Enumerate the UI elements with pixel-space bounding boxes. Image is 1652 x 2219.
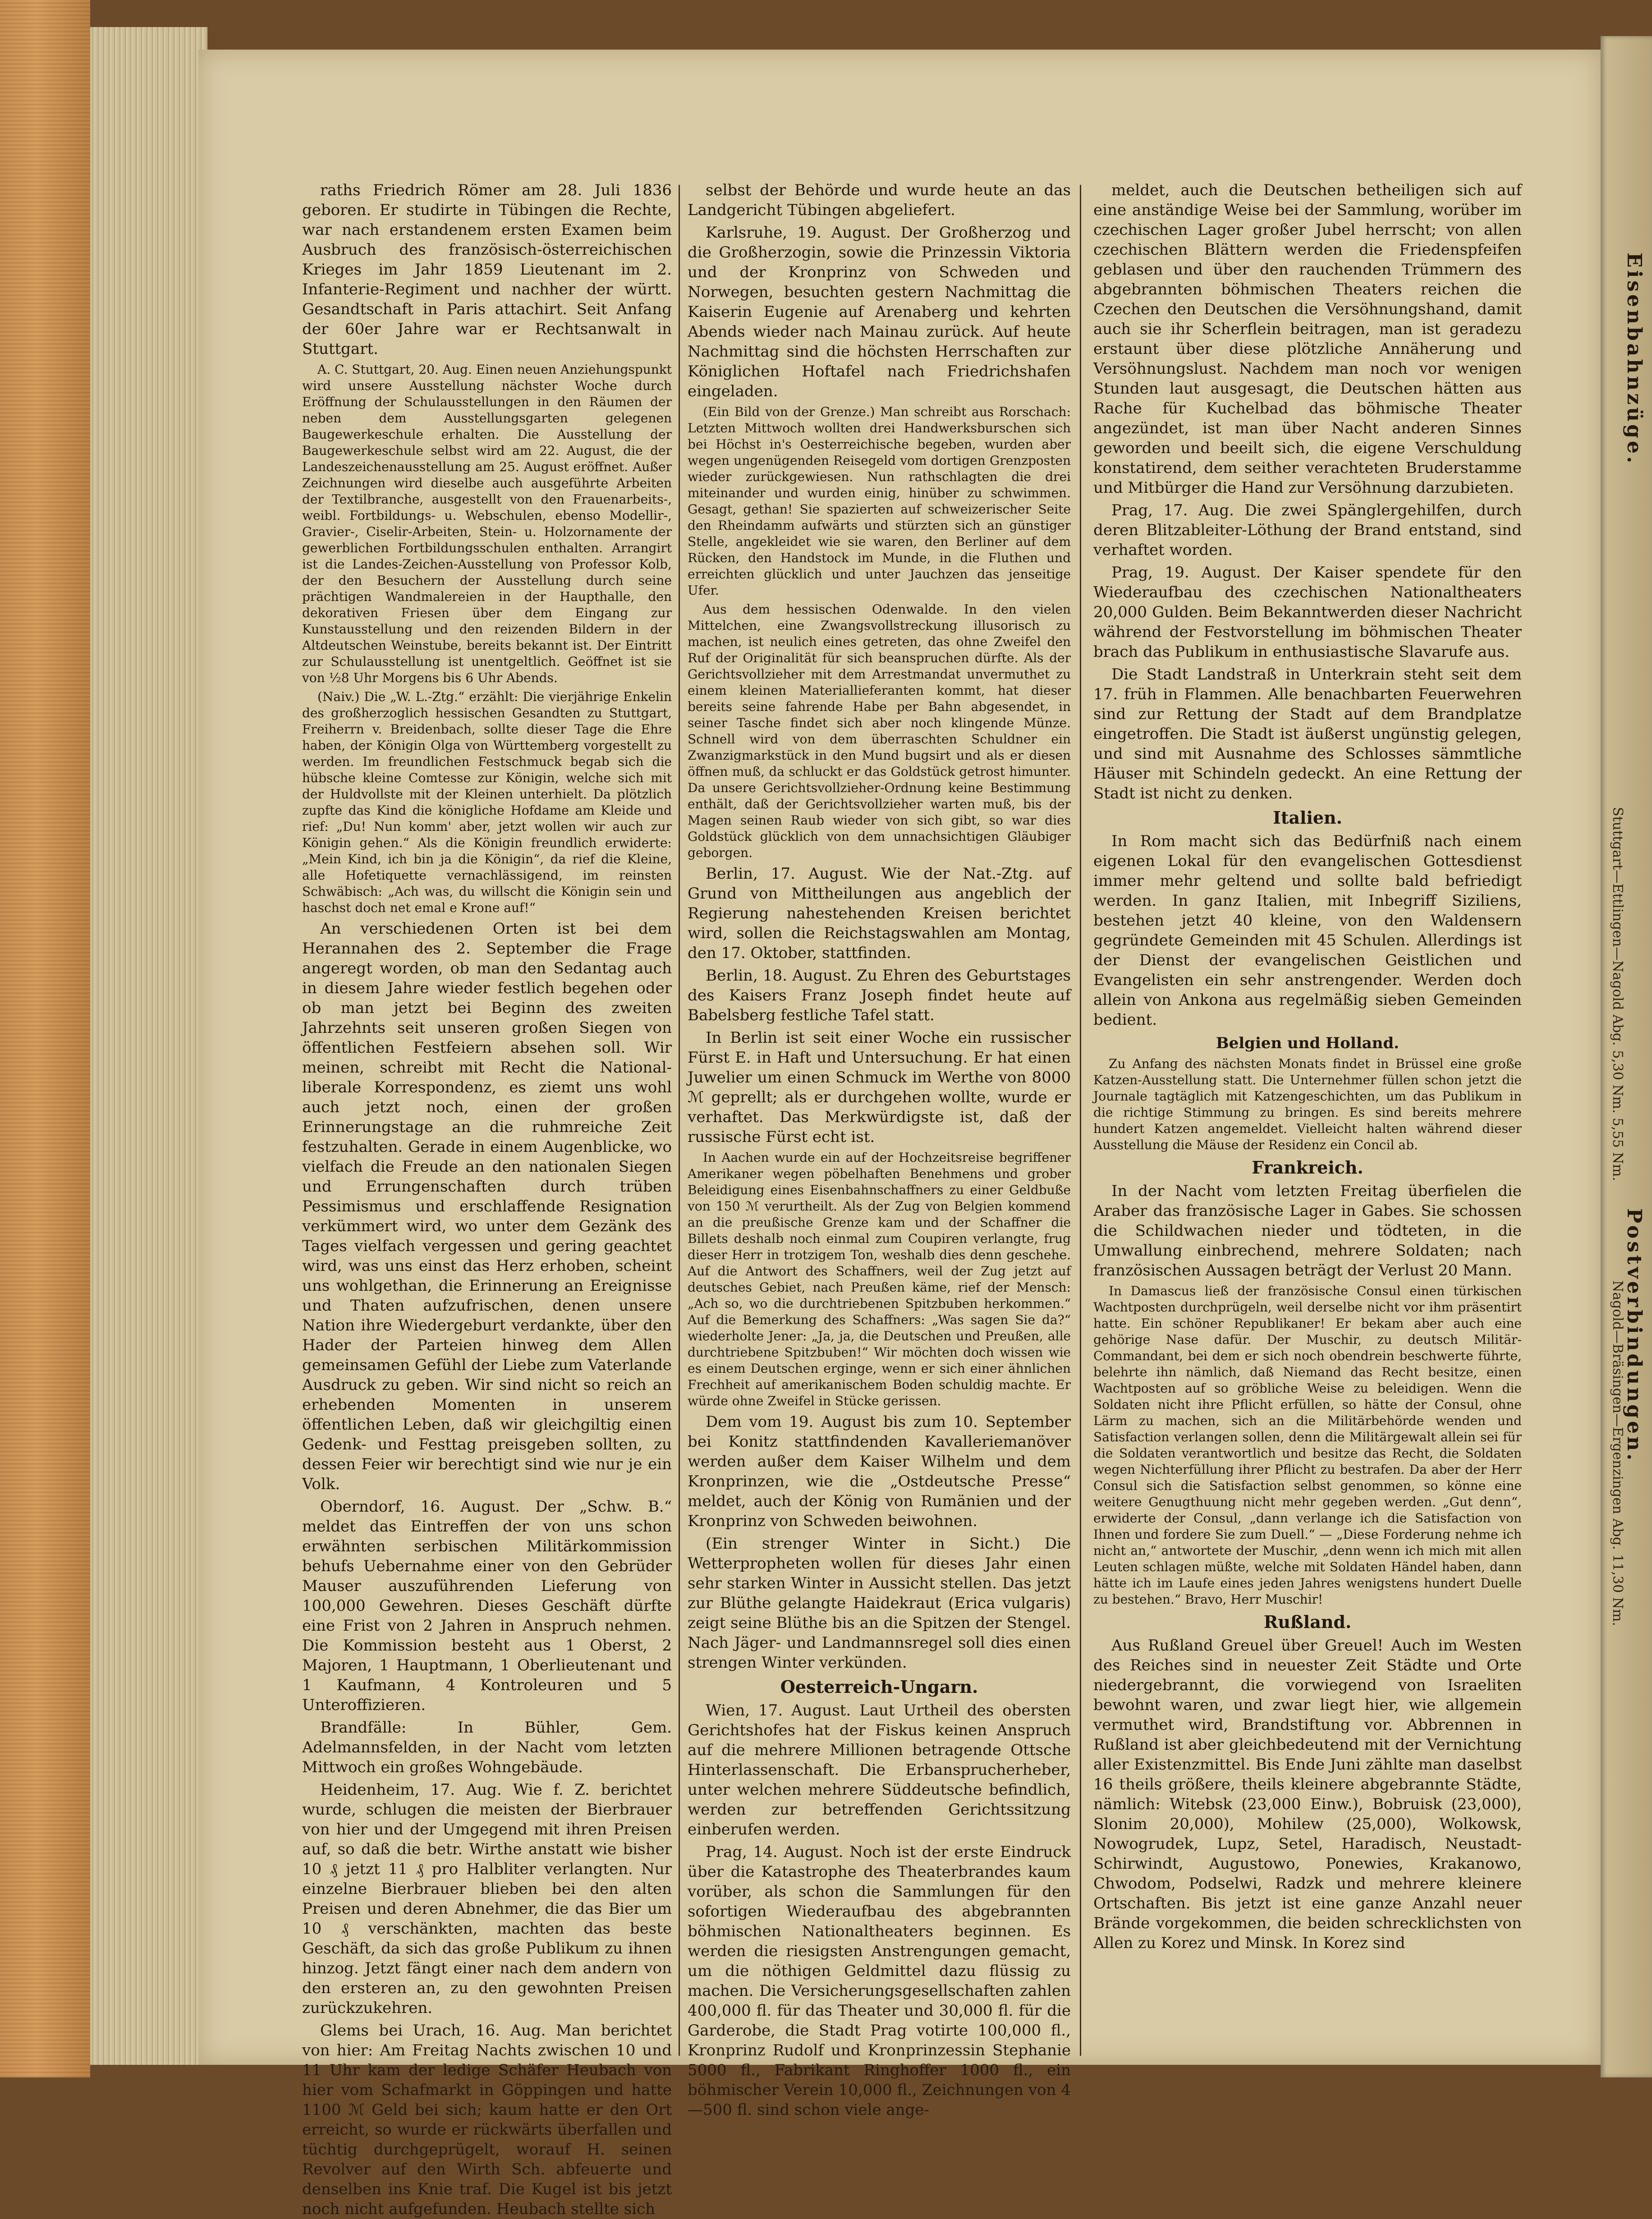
margin-heading-post: Postverbindungen. [1623, 1208, 1646, 1463]
article-paragraph: In Rom macht sich das Bedürfniß nach einem eigenen Lokal für den evangelischen Gottesdienst immer mehr geltend und sollte bald befriedigt werden. In ganz Italien, mit Inbegriff Siziliens, bestehen jetzt 40 kleine, von den Waldensern gegründete Gemeinden mit 45 Schulen. Allerdings ist der Dienst der evangelischen Geistlichen und Evangelisten ein sehr anstrengender. Werden doch allein von Ankona aus regelmäßig sieben Gemeinden bedient. [1093, 832, 1522, 1029]
article-paragraph: (Ein strenger Winter in Sicht.) Die Wetterpropheten wollen für dieses Jahr einen sehr starken Winter in Aussicht stellen. Das jetzt zur Blüthe gelangte Haidekraut (Erica vulgaris) zeigt seine Blüthe bis an die Spitzen der Stengel. Nach Jäger- und Landmannsregel soll dies einen strengen Winter verkünden. [688, 1535, 1071, 1672]
article-paragraph: Glems bei Urach, 16. Aug. Man berichtet von hier: Am Freitag Nachts zwischen 10 und 11 Uhr kam der ledige Schäfer Heubach von hier vom Schafmarkt in Göppingen und hatte 1100 ℳ Geld bei sich; kaum hatte er den Ort erreicht, so wurde er rückwärts überfallen und tüchtig durchgeprügelt, worauf H. seinen Revolver auf den Wirth Sch. abfeuerte und denselben ins Knie traf. Die Kugel ist bis jetzt noch nicht aufgefunden. Heubach stellte sich [302, 2022, 672, 2218]
column-separator [679, 185, 680, 2056]
article-paragraph: Brandfälle: In Bühler, Gem. Adelmannsfelden, in der Nacht vom letzten Mittwoch ein großes Wohngebäude. [302, 1719, 672, 1776]
article-paragraph: In Aachen wurde ein auf der Hochzeitsreise begriffener Amerikaner wegen pöbelhaften Benehmens und grober Beleidigung eines Eisenbahnschaffners zu einer Geldbuße von 150 ℳ verurtheilt. Als der Zug von Belgien kommend an die preußische Grenze kam und der Schaffner die Billets deshalb noch einmal zum Coupiren verlangte, frug dieser Herr in trotzigem Ton, weshalb dies denn geschehe. Auf die Antwort des Schaffners, weil der Zug jetzt auf deutsches Gebiet, nach Preußen käme, rief der Mensch: „Ach so, wo die durchtriebenen Spitzbuben herkommen.“ Auf die Bemerkung des Schaffners: „Was sagen Sie da?“ wiederholte Jener: „Ja, ja, die Deutschen und Preußen, alle durchtriebene Spitzbuben!“ Wir möchten doch wissen wie es einem Deutschen erginge, wenn er sich einer ähnlichen Frechheit auf amerikanischem Boden schuldig machte. Er würde ohne Zweifel in Stücke gerissen. [688, 1150, 1071, 1408]
margin-schedule-2: Nagold—Bräsingen—Ergenzingen Abg. 11,30 Nm. [1610, 1280, 1625, 1626]
section-heading: Frankreich. [1252, 1157, 1363, 1178]
book-binding [0, 0, 90, 2077]
margin-schedule-1: Stuttgart—Ettlingen—Nagold Abg. 5,30 Nm. 5,55 Nm. [1610, 807, 1625, 1181]
article-paragraph: Zu Anfang des nächsten Monats findet in Brüssel eine große Katzen-Ausstellung statt. Die Unternehmer füllen schon jetzt die Journale tagtäglich mit Katzengeschichten, um das Publikum in die richtige Stimmung zu bringen. Es sind bereits mehrere hundert Katzen angemeldet. Vielleicht halten während dieser Ausstellung die Mäuse der Residenz ein Concil ab. [1093, 1056, 1522, 1152]
article-paragraph: An verschiedenen Orten ist bei dem Herannahen des 2. September die Frage angeregt worden, ob man den Sedantag auch in diesem Jahre wieder festlich begehen oder ob man jetzt bei Beginn des zweiten Jahrzehnts seit unseren großen Siegen von öffentlichen Festfeiern absehen soll. Wir meinen, schreibt mit Recht die National-liberale Korrespondenz, es ziemt uns wohl auch jetzt noch, einen der großen Erinnerungstage an die ruhmreiche Zeit festzuhalten. Gerade in einem Augenblicke, wo vielfach die Freude an den nationalen Siegen und Errungenschaften durch trüben Pessimismus und erschlaffende Resignation verkümmert wird, wo unter dem Gezänk des Tages vielfach vergessen und gering geachtet wird, was uns einst das Herz erhoben, scheint uns wohlgethan, die Erinnerung an Ereignisse und Thaten aufzufrischen, denen unsere Nation ihre Wiedergeburt verdankte, über den Hader der Parteien hinweg dem Allen gemeinsamen Gefühl der Liebe zum Vaterlande Ausdruck zu geben. Wir sind nicht so reich an erhebenden Momenten in unserem öffentlichen Leben, daß wir gleichgiltig einen Gedenk- und Festtag preisgeben sollten, zu dessen Feier wir berechtigt sind wie nur je ein Volk. [302, 920, 672, 1493]
article-paragraph: Prag, 19. August. Der Kaiser spendete für den Wiederaufbau des czechischen Nationaltheaters 20,000 Gulden. Beim Bekanntwerden dieser Nachricht während der Festvorstellung im böhmischen Theater brach das Publikum in enthusiastische Slavarufe aus. [1093, 564, 1522, 661]
margin-heading-railway: Eisenbahnzüge. [1623, 252, 1646, 466]
article-paragraph: A. C. Stuttgart, 20. Aug. Einen neuen Anziehungspunkt wird unsere Ausstellung nächster Woche durch Eröffnung der Schulausstellungen in den Räumen der neben dem Ausstellungsgarten gelegenen Baugewerkeschule erhalten. Die Ausstellung der Baugewerkeschule selbst wird am 22. August, die der Landeszeichenausstellung am 25. August eröffnet. Außer Zeichnungen wird dieselbe auch ausgeführte Arbeiten der Textilbranche, ausgestellt von den Frauenarbeits-, weibl. Fortbildungs- u. Webschulen, ebenso Modellir-, Gravier-, Ciselir-Arbeiten, Stein- u. Holzornamente der gewerblichen Fortbildungsschulen enthalten. Arrangirt ist die Landes-Zeichen-Ausstellung von Professor Kolb, der den Besuchern der Ausstellung durch seine prächtigen Wandmalereien in der Haupthalle, den dekorativen Friesen über dem Eingang zur Kunstausstellung und den reizenden Bildern in der Altdeutschen Weinstube, bereits bekannt ist. Der Eintritt zur Schulausstellung ist unentgeltlich. Geöffnet ist sie von ½8 Uhr Morgens bis 6 Uhr Abends. [302, 362, 672, 685]
article-paragraph: Karlsruhe, 19. August. Der Großherzog und die Großherzogin, sowie die Prinzessin Viktoria und der Kronprinz von Schweden und Norwegen, besuchten gestern Nachmittag die Kaiserin Eugenie auf Arenaberg und kehrten Abends wieder nach Mainau zurück. Auf heute Nachmittag sind die höchsten Herrschaften zur Königlichen Hoftafel nach Friedrichshafen eingeladen. [688, 224, 1071, 400]
article-paragraph: Aus dem hessischen Odenwalde. In den vielen Mittelchen, eine Zwangsvollstreckung illusorisch zu machen, ist neulich eines getreten, das ohne Zweifel den Ruf der Originalität für sich beanspruchen dürfte. Als der Gerichtsvollzieher mit dem Arrestmandat unvermuthet zu einem kleinen Materiallieferanten kommt, hat dieser bereits seine fahrende Habe per Bahn abgesendet, in seiner Tasche findet sich aber noch klingende Münze. Schnell wird von dem überraschten Schuldner ein Zwanzigmarkstück in den Mund bugsirt und als er diesen öffnen muß, da schluckt er das Goldstück getrost himunter. Da unsere Gerichtsvollzieher-Ordnung keine Bestimmung enthält, daß der Gerichtsvollzieher warten muß, bis der Magen seinen Raub wieder von sich gibt, so war dies Goldstück glücklich von dem unnachsichtigen Gläubiger geborgen. [688, 602, 1071, 860]
article-paragraph: (Ein Bild von der Grenze.) Man schreibt aus Rorschach: Letzten Mittwoch wollten drei Handwerksburschen sich bei Höchst in's Oesterreichische begeben, wurden aber wegen ungenügenden Reisegeld vom dortigen Grenzposten wieder zurückgewiesen. Nun rathschlagten die drei miteinander und wurden einig, hinüber zu schwimmen. Gesagt, gethan! Sie spazierten auf schweizerischer Seite den Rheindamm aufwärts und stürzten sich an günstiger Stelle, angekleidet wie sie waren, den Berliner auf dem Rücken, den Handstock im Munde, in die Fluthen und erreichten glücklich und unter Jauchzen das jenseitige Ufer. [688, 404, 1071, 598]
article-paragraph: Berlin, 18. August. Zu Ehren des Geburtstages des Kaisers Franz Joseph findet heute auf Babelsberg festliche Tafel statt. [688, 967, 1071, 1024]
column-2 [688, 180, 1071, 2119]
section-heading: Rußland. [1263, 1612, 1352, 1632]
column-3 [1093, 180, 1522, 2060]
article-paragraph: Prag, 14. August. Noch ist der erste Eindruck über die Katastrophe des Theaterbrandes kaum vorüber, als schon die Sammlungen für den sofortigen Wiederaufbau des abgebrannten böhmischen Nationaltheaters beginnen. Es werden die riesigsten Anstrengungen gemacht, um die nöthigen Geldmittel dazu flüssig zu machen. Die Versicherungsgesellschaften zahlen 400,000 fl. für das Theater und 30,000 fl. für die Garderobe, die Stadt Prag votirte 100,000 fl., Kronprinz Rudolf und Kronprinzessin Stephanie 5000 fl., Fabrikant Ringhoffer 1000 fl., ein böhmischer Verein 10,000 fl., Zeichnungen von 4—500 fl. sind schon viele ange- [688, 1843, 1071, 2119]
section-heading: Italien. [1273, 807, 1342, 828]
article-paragraph: Dem vom 19. August bis zum 10. September bei Konitz stattfindenden Kavalleriemanöver werden außer dem Kaiser Wilhelm und dem Kronprinzen, wie die „Ostdeutsche Presse“ meldet, auch der König von Rumänien und der Kronprinz von Schweden beiwohnen. [688, 1413, 1071, 1530]
article-paragraph: meldet, auch die Deutschen betheiligen sich auf eine anständige Weise bei der Sammlung, worüber im czechischen Lager großer Jubel herrscht; von allen czechischen Blättern werden die Friedenspfeifen geblasen und über den rauchenden Trümmern des abgebrannten böhmischen Theaters reichen die Czechen den Deutschen die Versöhnungshand, damit auch sie ihr Scherflein beitragen, man ist geradezu erstaunt über diese plötzliche Annäherung und Versöhnungslust. Nachdem man noch vor wenigen Stunden laut ausgesagt, die Deutschen hätten aus Rache für Kuchelbad das böhmische Theater angezündet, ist man über Nacht anderen Sinnes geworden und beeilt sich, die eigene Verschuldung konstatirend, dem seither verachteten Bruderstamme und Mitbürger die Hand zur Versöhnung darzubieten. [1093, 181, 1522, 497]
article-paragraph: Wien, 17. August. Laut Urtheil des obersten Gerichtshofes hat der Fiskus keinen Anspruch auf die mehrere Millionen betragende Ottsche Hinterlassenschaft. Die Erbansprucherheber, unter welchen mehrere Süddeutsche befindlich, werden zur betreffenden Gerichtssitzung einberufen werden. [688, 1701, 1071, 1838]
article-paragraph: Die Stadt Landstraß in Unterkrain steht seit dem 17. früh in Flammen. Alle benachbarten Feuerwehren sind zur Rettung der Stadt auf dem Brandplatze eingetroffen. Die Stadt ist äußerst ungünstig gelegen, und sind mit Ausnahme des Schlosses sämmtliche Häuser mit Schindeln gedeckt. An eine Rettung der Stadt ist nicht zu denken. [1093, 665, 1522, 802]
article-paragraph: Heidenheim, 17. Aug. Wie f. Z. berichtet wurde, schlugen die meisten der Bierbrauer von hier und der Umgegend mit ihren Preisen auf, so daß die betr. Wirthe anstatt wie bisher 10 ₰ jetzt 11 ₰ pro Halbliter verlangten. Nur einzelne Bierbrauer blieben bei den alten Preisen und deren Abnehmer, die das Bier um 10 ₰ verschänkten, machten das beste Geschäft, da sich das große Publikum zu ihnen hinzog. Jetzt fängt einer nach dem andern von den ersteren an, zu den gewohnten Preisen zurückzukehren. [302, 1781, 672, 2017]
column-1 [302, 180, 672, 2218]
article-paragraph: In der Nacht vom letzten Freitag überfielen die Araber das französische Lager in Gabes. Sie schossen die Schildwachen nieder und tödteten, in die Umwallung einbrechend, mehrere Soldaten; nach französischen Aussagen beträgt der Verlust 20 Mann. [1093, 1182, 1522, 1279]
article-paragraph: In Damascus ließ der französische Consul einen türkischen Wachtposten durchprügeln, weil derselbe nicht vor ihm präsentirt hatte. Ein schöner Republikaner! Er bekam aber auch eine gehörige Nase dafür. Der Muschir, zu deutsch Militär-Commandant, bei dem er sich noch obendrein beschwerte führte, belehrte ihn nämlich, daß Niemand das Recht besitze, einen Wachtposten auf so gröbliche Weise zu beleidigen. Wenn die Soldaten nicht ihre Pflicht erfüllen, so hätte der Consul, ohne Lärm zu machen, sich an die Militärbehörde wenden und Satisfaction verlangen sollen, denn die Militärgewalt allein sei für die Soldaten verantwortlich und besitze das Recht, die Soldaten wegen Nichterfüllung ihrer Pflicht zu bestrafen. Da aber der Herr Consul sich die Satisfaction selbst genommen, so könne eine weitere Genugthuung nicht mehr gegeben werden. „Gut denn“, erwiderte der Consul, „dann verlange ich die Satisfaction von Ihnen und fordere Sie zum Duell.“ — „Diese Forderung nehme ich nicht an,“ antwortete der Muschir, „denn wenn ich mich mit allen Leuten schlagen müßte, welche mit Soldaten Händel haben, dann hätte ich im Laufe eines jeden Jahres wenigstens hundert Duelle zu bestehen.“ Bravo, Herr Muschir! [1093, 1284, 1522, 1607]
newspaper-page [198, 50, 1601, 2218]
section-heading: Belgien und Holland. [1216, 1034, 1400, 1052]
section-heading: Oesterreich-Ungarn. [780, 1677, 978, 1697]
article-paragraph: Oberndorf, 16. August. Der „Schw. B.“ meldet das Eintreffen der von uns schon erwähnten serbischen Militärkommission behufs Uebernahme einer von den Gebrüder Mauser auszuführenden Lieferung von 100,000 Gewehren. Dieses Geschäft dürfte eine Frist von 2 Jahren in Anspruch nehmen. Die Kommission besteht aus 1 Oberst, 2 Majoren, 1 Hauptmann, 1 Oberlieutenant und 1 Kaufmann, 4 Kontroleuren und 5 Unteroffizieren. [302, 1498, 672, 1714]
article-paragraph: raths Friedrich Römer am 28. Juli 1836 geboren. Er studirte in Tübingen die Rechte, war nach erstandenem ersten Examen beim Ausbruch des französisch-österreichischen Krieges im Jahr 1859 Lieutenant im 2. Infanterie-Regiment und nachher der württ. Gesandtschaft in Paris attachirt. Seit Anfang der 60er Jahre war er Rechtsanwalt in Stuttgart. [302, 181, 672, 358]
article-paragraph: Aus Rußland Greuel über Greuel! Auch im Westen des Reiches sind in neuester Zeit Städte und Orte niedergebrannt, die vorwiegend von Israeliten bewohnt waren, und zwar liegt hier, wie allgemein vermuthet wird, Brandstiftung vor. Abbrennen in Rußland ist aber gleichbedeutend mit der Vernichtung aller Existenzmittel. Bis Ende Juni zählte man daselbst 16 theils größere, theils kleinere abgebrannte Städte, nämlich: Witebsk (23,000 Einw.), Bobruisk (23,000), Slonim 20,000), Mohilew (25,000), Wolkowsk, Nowogrudek, Lupz, Setel, Haradisch, Neustadt-Schirwindt, Augustowo, Ponewies, Krakanowo, Chwodom, Podselwi, Radzk und mehrere kleinere Ortschaften. Bis jetzt ist eine ganze Anzahl neuer Brände vorgekommen, die beiden schrecklichsten von Allen zu Korez und Minsk. In Korez sind [1093, 1637, 1522, 1952]
article-paragraph: (Naiv.) Die „W. L.-Ztg.“ erzählt: Die vierjährige Enkelin des großherzoglich hessischen Gesandten zu Stuttgart, Freiherrn v. Breidenbach, sollte dieser Tage die Ehre haben, der Königin Olga von Württemberg vorgestellt zu werden. Im freundlichen Festschmuck begab sich die hübsche kleine Comtesse zur Königin, welche sich mit der Huldvollste mit der Kleinen unterhielt. Da plötzlich zupfte das Kind die königliche Hofdame am Kleide und rief: „Du! Nun komm' aber, jetzt wollen wir auch zur Königin gehen.“ Als die Königin freundlich erwiderte: „Mein Kind, ich bin ja die Königin“, da rief die Kleine, alle Hofetiquette vernachlässigend, im reinsten Schwäbisch: „Ach was, du willscht die Königin sein und haschst doch net emal e Krone auf!“ [302, 689, 672, 915]
page-edges [90, 27, 207, 2065]
article-paragraph: Prag, 17. Aug. Die zwei Spänglergehilfen, durch deren Blitzableiter-Löthung der Brand entstand, sind verhaftet worden. [1093, 501, 1522, 559]
article-paragraph: Berlin, 17. August. Wie der Nat.-Ztg. auf Grund von Mittheilungen aus angeblich der Regierung nahestehenden Kreisen berichtet wird, sollen die Reichstagswahlen am Montag, den 17. Oktober, stattfinden. [688, 865, 1071, 962]
article-paragraph: selbst der Behörde und wurde heute an das Landgericht Tübingen abgeliefert. [688, 181, 1071, 219]
column-separator [1080, 185, 1081, 2056]
article-paragraph: In Berlin ist seit einer Woche ein russischer Fürst E. in Haft und Untersuchung. Er hat einen Juwelier um einen Schmuck im Werthe von 8000 ℳ geprellt; als er durchgehen wollte, wurde er verhaftet. Das Merkwürdigste ist, daß der russische Fürst echt ist. [688, 1029, 1071, 1146]
